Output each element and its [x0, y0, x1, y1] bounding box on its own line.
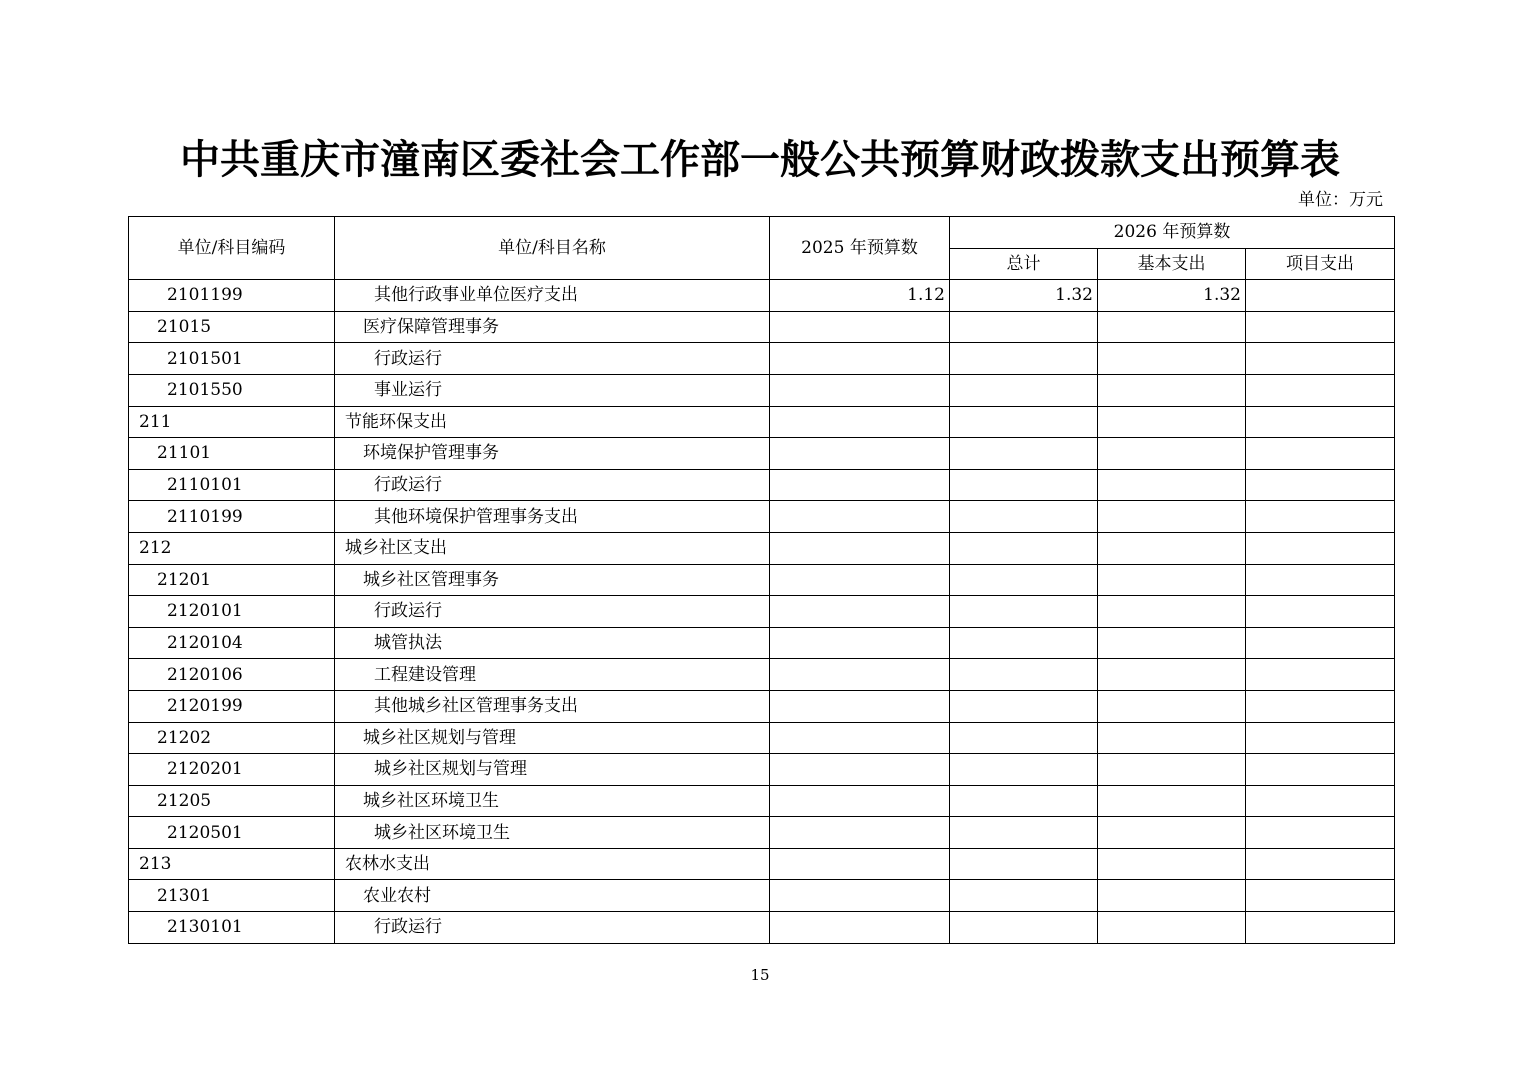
cell-basic: [1098, 532, 1246, 564]
cell-project: [1246, 438, 1395, 470]
cell-project: [1246, 532, 1395, 564]
cell-project: [1246, 912, 1395, 944]
cell-budget-2025: [770, 501, 950, 533]
cell-total: [950, 754, 1098, 786]
cell-basic: [1098, 596, 1246, 628]
cell-basic: [1098, 817, 1246, 849]
cell-basic: [1098, 880, 1246, 912]
cell-project: [1246, 564, 1395, 596]
table-row: [129, 532, 1395, 564]
table-row: [129, 722, 1395, 754]
cell-name: 城乡社区管理事务: [335, 564, 770, 596]
cell-code: 2101199: [129, 280, 335, 312]
cell-code: 2110199: [129, 501, 335, 533]
cell-basic: [1098, 754, 1246, 786]
cell-basic: [1098, 627, 1246, 659]
cell-code: 213: [129, 848, 335, 880]
table-row: [129, 880, 1395, 912]
cell-total: [950, 501, 1098, 533]
cell-total: [950, 438, 1098, 470]
table-row: [129, 596, 1395, 628]
cell-total: [950, 596, 1098, 628]
cell-name: 节能环保支出: [335, 406, 770, 438]
cell-basic: [1098, 374, 1246, 406]
cell-name: 行政运行: [335, 912, 770, 944]
cell-basic: [1098, 848, 1246, 880]
cell-name: 城管执法: [335, 627, 770, 659]
cell-project: [1246, 659, 1395, 691]
cell-budget-2025: [770, 754, 950, 786]
cell-code: 2101550: [129, 374, 335, 406]
cell-basic: [1098, 912, 1246, 944]
cell-name: 农林水支出: [335, 848, 770, 880]
cell-code: 21201: [129, 564, 335, 596]
cell-project: [1246, 880, 1395, 912]
cell-code: 2110101: [129, 469, 335, 501]
cell-code: 211: [129, 406, 335, 438]
cell-code: 2120104: [129, 627, 335, 659]
cell-total: [950, 722, 1098, 754]
cell-code: 2120101: [129, 596, 335, 628]
cell-code: 21301: [129, 880, 335, 912]
cell-total: [950, 785, 1098, 817]
cell-budget-2025: [770, 596, 950, 628]
cell-total: [950, 374, 1098, 406]
cell-basic: [1098, 311, 1246, 343]
cell-total: [950, 912, 1098, 944]
cell-total: [950, 627, 1098, 659]
cell-project: [1246, 627, 1395, 659]
cell-budget-2025: [770, 848, 950, 880]
page-number: 15: [750, 966, 770, 984]
cell-budget-2025: [770, 722, 950, 754]
cell-budget-2025: [770, 817, 950, 849]
cell-budget-2025: [770, 343, 950, 375]
cell-name: 其他行政事业单位医疗支出: [335, 280, 770, 312]
cell-code: 21101: [129, 438, 335, 470]
header-code: 单位/科目编码: [129, 217, 335, 280]
cell-basic: [1098, 469, 1246, 501]
cell-project: [1246, 690, 1395, 722]
cell-name: 行政运行: [335, 596, 770, 628]
table-row: [129, 848, 1395, 880]
cell-budget-2025: [770, 785, 950, 817]
cell-basic: [1098, 564, 1246, 596]
cell-name: 农业农村: [335, 880, 770, 912]
cell-code: 2120201: [129, 754, 335, 786]
cell-project: [1246, 722, 1395, 754]
cell-project: [1246, 311, 1395, 343]
table-row: [129, 564, 1395, 596]
cell-total: [950, 311, 1098, 343]
cell-name: 城乡社区环境卫生: [335, 785, 770, 817]
cell-name: 行政运行: [335, 469, 770, 501]
cell-name: 城乡社区环境卫生: [335, 817, 770, 849]
table-row: [129, 280, 1395, 312]
table-row: [129, 469, 1395, 501]
table-row: [129, 659, 1395, 691]
table-row: [129, 374, 1395, 406]
cell-total: [950, 659, 1098, 691]
cell-name: 城乡社区规划与管理: [335, 754, 770, 786]
page-title: 中共重庆市潼南区委社会工作部一般公共预算财政拨款支出预算表: [180, 136, 1340, 183]
cell-basic: [1098, 501, 1246, 533]
cell-name: 行政运行: [335, 343, 770, 375]
cell-project: [1246, 817, 1395, 849]
table-header: [129, 217, 1395, 280]
header-budget-2025: 2025 年预算数: [770, 217, 950, 280]
cell-code: 2120501: [129, 817, 335, 849]
header-budget-2026: 2026 年预算数: [950, 217, 1395, 249]
table-row: [129, 406, 1395, 438]
cell-budget-2025: [770, 374, 950, 406]
cell-name: 事业运行: [335, 374, 770, 406]
unit-label: 单位：万元: [1298, 190, 1383, 210]
cell-project: [1246, 469, 1395, 501]
cell-total: [950, 406, 1098, 438]
cell-basic: [1098, 690, 1246, 722]
cell-project: [1246, 754, 1395, 786]
cell-basic: 1.32: [1098, 280, 1246, 312]
cell-total: [950, 690, 1098, 722]
table-row: [129, 912, 1395, 944]
cell-total: [950, 343, 1098, 375]
cell-budget-2025: [770, 469, 950, 501]
cell-basic: [1098, 406, 1246, 438]
cell-budget-2025: [770, 564, 950, 596]
cell-project: [1246, 343, 1395, 375]
header-basic: 基本支出: [1098, 248, 1246, 280]
cell-total: 1.32: [950, 280, 1098, 312]
table-row: [129, 785, 1395, 817]
cell-basic: [1098, 785, 1246, 817]
cell-budget-2025: 1.12: [770, 280, 950, 312]
cell-code: 2101501: [129, 343, 335, 375]
cell-project: [1246, 374, 1395, 406]
table-row: [129, 311, 1395, 343]
header-name: 单位/科目名称: [335, 217, 770, 280]
cell-project: [1246, 596, 1395, 628]
cell-name: 医疗保障管理事务: [335, 311, 770, 343]
cell-name: 环境保护管理事务: [335, 438, 770, 470]
cell-project: [1246, 501, 1395, 533]
table-row: [129, 754, 1395, 786]
cell-budget-2025: [770, 438, 950, 470]
cell-code: 21205: [129, 785, 335, 817]
cell-project: [1246, 848, 1395, 880]
cell-budget-2025: [770, 532, 950, 564]
cell-name: 其他城乡社区管理事务支出: [335, 690, 770, 722]
cell-total: [950, 817, 1098, 849]
table-row: [129, 501, 1395, 533]
cell-total: [950, 880, 1098, 912]
cell-total: [950, 564, 1098, 596]
cell-budget-2025: [770, 311, 950, 343]
cell-basic: [1098, 659, 1246, 691]
table-row: [129, 343, 1395, 375]
table-row: [129, 438, 1395, 470]
cell-budget-2025: [770, 912, 950, 944]
cell-project: [1246, 406, 1395, 438]
cell-budget-2025: [770, 627, 950, 659]
cell-name: 其他环境保护管理事务支出: [335, 501, 770, 533]
cell-budget-2025: [770, 659, 950, 691]
cell-name: 城乡社区支出: [335, 532, 770, 564]
cell-total: [950, 848, 1098, 880]
cell-name: 城乡社区规划与管理: [335, 722, 770, 754]
cell-total: [950, 532, 1098, 564]
table-row: [129, 627, 1395, 659]
header-total: 总计: [950, 248, 1098, 280]
cell-name: 工程建设管理: [335, 659, 770, 691]
cell-total: [950, 469, 1098, 501]
budget-table: [128, 216, 1395, 944]
table-body: [129, 280, 1395, 943]
cell-code: 2120106: [129, 659, 335, 691]
cell-project: [1246, 785, 1395, 817]
cell-budget-2025: [770, 690, 950, 722]
table-row: [129, 817, 1395, 849]
table-row: [129, 690, 1395, 722]
header-project: 项目支出: [1246, 248, 1395, 280]
cell-project: [1246, 280, 1395, 312]
cell-code: 212: [129, 532, 335, 564]
cell-basic: [1098, 722, 1246, 754]
cell-code: 21015: [129, 311, 335, 343]
cell-code: 2120199: [129, 690, 335, 722]
cell-budget-2025: [770, 880, 950, 912]
cell-budget-2025: [770, 406, 950, 438]
cell-basic: [1098, 343, 1246, 375]
cell-code: 2130101: [129, 912, 335, 944]
cell-code: 21202: [129, 722, 335, 754]
cell-basic: [1098, 438, 1246, 470]
